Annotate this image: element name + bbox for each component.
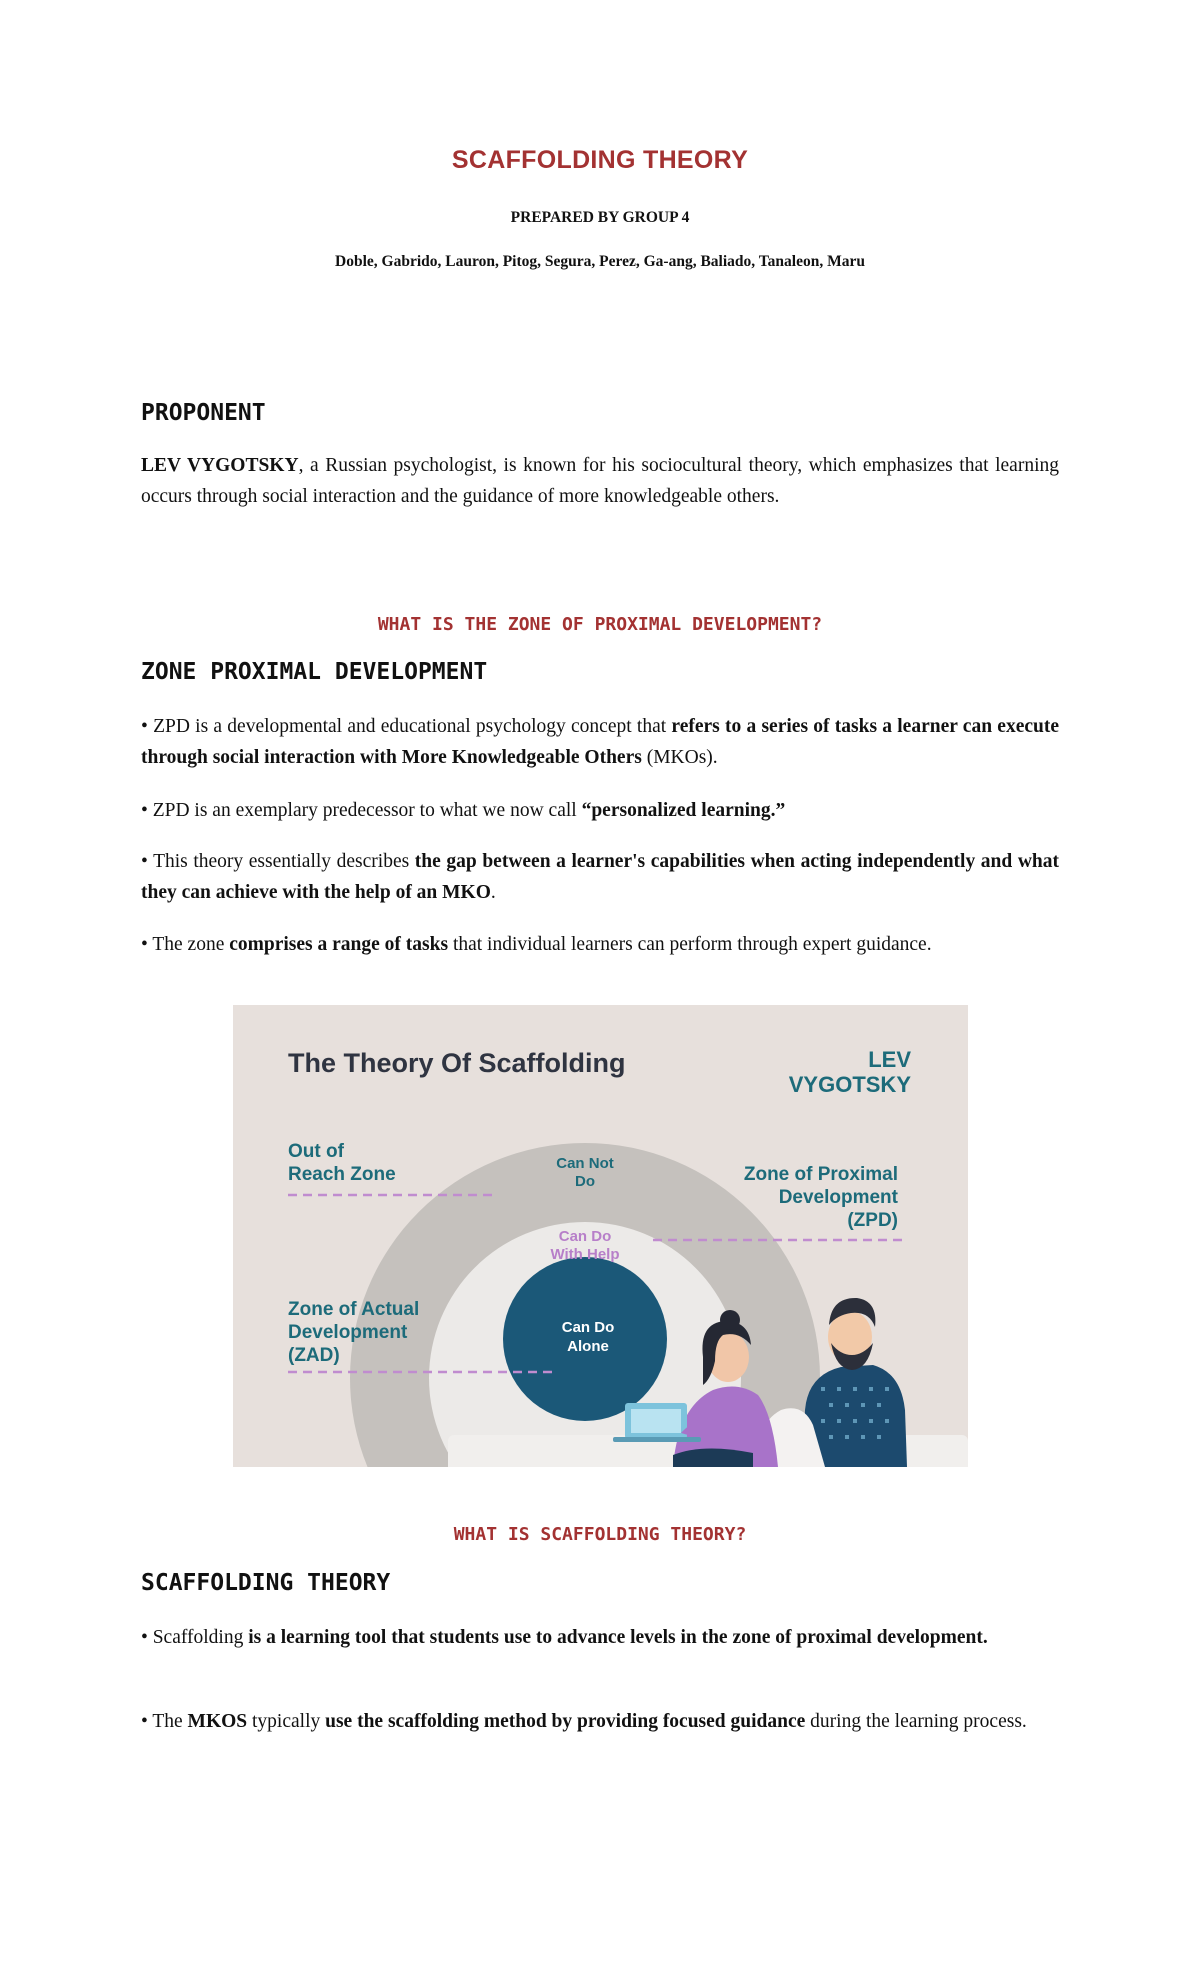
zpd-bullet-2-text: • ZPD is an exemplary predecessor to what we now call [141,800,582,821]
figure-author-line-1: LEV [868,1047,911,1072]
zpd-bullet-4 [141,929,1059,960]
zad-label-1: Zone of Actual [288,1299,420,1320]
proponent-name: LEV VYGOTSKY [141,455,299,476]
zpd-bullet-3-text: • This theory essentially describes [141,851,415,872]
can-do-alone-label-1: Can Do [561,1319,615,1336]
scaffolding-figure [233,1005,968,1467]
scaffolding-bullet-1 [141,1622,1059,1653]
zpd-bullet-1 [141,711,1059,773]
laptop-base-icon [613,1437,701,1442]
proponent-paragraph [141,450,1059,512]
document-title: SCAFFOLDING THEORY [451,146,749,174]
figure-title: The Theory Of Scaffolding [288,1048,626,1078]
zpd-bullet-4-text: • The zone [141,934,230,955]
cannot-do-label-1: Can Not [556,1155,614,1172]
laptop-display-icon [631,1409,681,1433]
can-do-with-help-label-2: With Help [550,1246,620,1263]
zpd-bullet-2-bold: “personalized learning.” [581,800,786,821]
can-do-with-help-label-1: Can Do [558,1228,612,1245]
proponent-heading: PROPONENT [141,400,266,426]
group-members: Doble, Gabrido, Lauron, Pitog, Segura, Perez, Ga-ang, Baliado, Tanaleon, Maru [335,253,865,270]
scaffolding-bullet-2-mid: typically [247,1711,326,1732]
scaffolding-bullet-2-text: • The [141,1711,188,1732]
zpd-bullet-3-bold: the gap between a learner's capabilities when acting independently and what they can achieve with the help of an MKO [141,851,1059,903]
zpd-bullet-4-bold: comprises a range of tasks [229,934,449,955]
scaffolding-bullet-1-text: • Scaffolding [141,1627,249,1648]
scaffolding-question: WHAT IS SCAFFOLDING THEORY? [453,1524,747,1545]
out-of-reach-label-2: Reach Zone [288,1164,396,1185]
zpd-bullet-3 [141,846,1059,908]
zpd-bullet-4-tail: that individual learners can perform through expert guidance. [448,934,932,955]
scaffolding-heading: SCAFFOLDING THEORY [141,1570,391,1596]
can-do-alone-label-2: Alone [567,1338,609,1355]
zpd-bullet-2 [141,795,1059,826]
figure-author-line-2: VYGOTSKY [788,1072,911,1097]
zpd-bullet-1-bold: refers to a series of tasks a learner can execute through social interaction with More Knowledgeable Others [141,716,1059,768]
zpd-heading: ZONE PROXIMAL DEVELOPMENT [141,659,488,685]
scaffolding-bullet-2 [141,1706,1059,1737]
scaffolding-diagram [233,1005,968,1467]
out-of-reach-label-1: Out of [288,1141,344,1162]
zpd-bullet-3-tail: . [490,882,496,903]
zpd-bullet-1-tail: (MKOs). [641,747,718,768]
scaffolding-bullet-2-bold-2: use the scaffolding method by providing focused guidance [325,1711,806,1732]
zpd-bullet-1-text: • ZPD is a developmental and educational psychology concept that [141,716,672,737]
zpd-label-3: (ZPD) [847,1210,898,1231]
woman-bun-icon [720,1310,740,1330]
zpd-label-2: Development [778,1187,898,1208]
scaffolding-bullet-1-bold: is a learning tool that students use to advance levels in the zone of proximal development. [248,1627,988,1648]
zpd-label-1: Zone of Proximal [743,1164,898,1185]
prepared-by: PREPARED BY GROUP 4 [510,209,690,226]
scaffolding-bullet-2-tail: during the learning process. [805,1711,1027,1732]
zad-label-3: (ZAD) [288,1345,340,1366]
scaffolding-bullet-2-bold-1: MKOS [187,1711,248,1732]
zpd-question: WHAT IS THE ZONE OF PROXIMAL DEVELOPMENT? [377,614,823,635]
proponent-text: , a Russian psychologist, is known for his sociocultural theory, which emphasizes that learning occurs through social interaction and the guidance of more knowledgeable others. [141,455,1060,507]
zad-label-2: Development [288,1322,408,1343]
cannot-do-label-2: Do [575,1173,595,1190]
